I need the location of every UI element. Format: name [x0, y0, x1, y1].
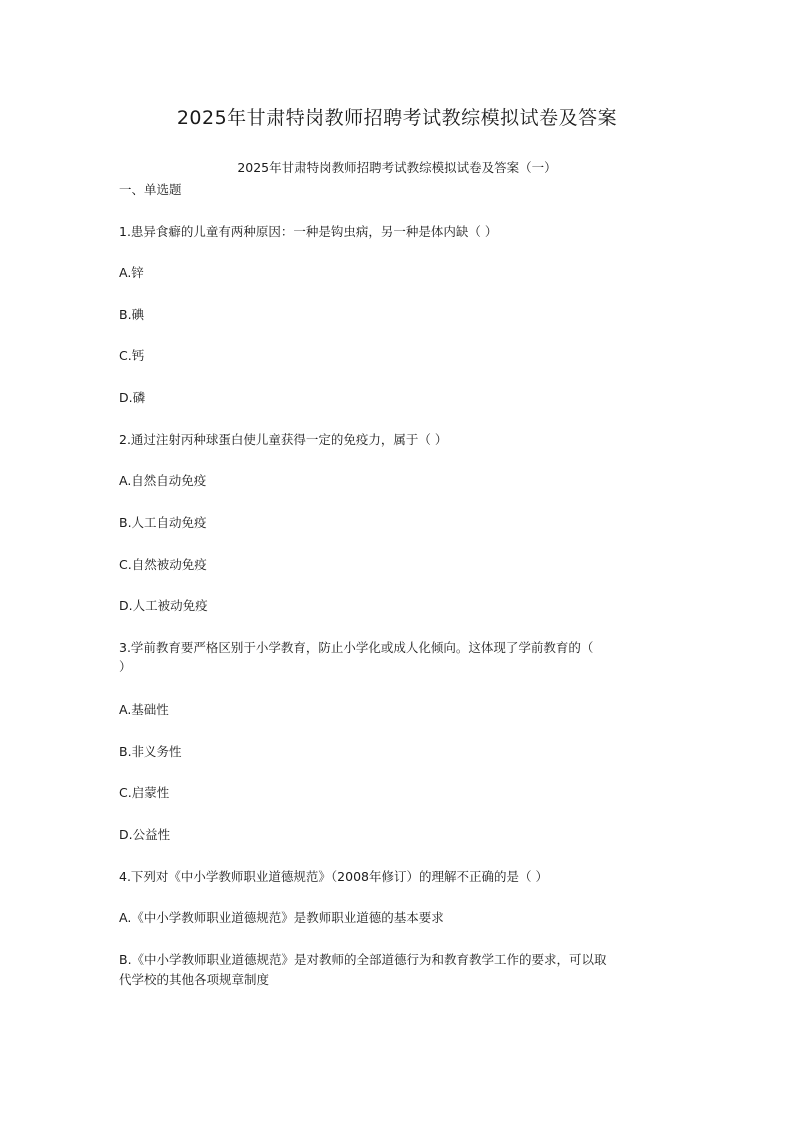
question-4-option-b-continued: 代学校的其他各项规章制度	[119, 972, 270, 987]
question-3-option-d: D.公益性	[119, 827, 171, 842]
document-subtitle: 2025年甘肃特岗教师招聘考试教综模拟试卷及答案（一）	[237, 160, 557, 175]
question-4-option-a: A.《中小学教师职业道德规范》是教师职业道德的基本要求	[119, 910, 444, 925]
question-1-option-d: D.磷	[119, 390, 146, 405]
question-1-option-a: A.锌	[119, 265, 144, 280]
question-2-option-d: D.人工被动免疫	[119, 598, 208, 613]
question-1-option-b: B.碘	[119, 307, 145, 322]
question-2-option-b: B.人工自动免疫	[119, 515, 207, 530]
question-3-option-c: C.启蒙性	[119, 785, 170, 800]
question-3-stem-continued: ）	[119, 659, 132, 674]
question-3-stem: 3.学前教育要严格区别于小学教育，防止小学化或成人化倾向。这体现了学前教育的（	[119, 640, 594, 655]
question-3-option-a: A.基础性	[119, 702, 169, 717]
question-4-stem: 4.下列对《中小学教师职业道德规范》（2008年修订）的理解不正确的是（ ）	[119, 869, 548, 884]
section-title: 一、单选题	[119, 182, 182, 197]
question-2-option-a: A.自然自动免疫	[119, 473, 207, 488]
question-2-option-c: C.自然被动免疫	[119, 557, 207, 572]
document-title: 2025年甘肃特岗教师招聘考试教综模拟试卷及答案	[176, 107, 618, 129]
question-2-stem: 2.通过注射丙种球蛋白使儿童获得一定的免疫力，属于（ ）	[119, 432, 448, 447]
question-3-option-b: B.非义务性	[119, 744, 182, 759]
question-1-option-c: C.钙	[119, 348, 145, 363]
question-4-option-b: B.《中小学教师职业道德规范》是对教师的全部道德行为和教育教学工作的要求，可以取	[119, 952, 607, 967]
question-1-stem: 1.患异食癖的儿童有两种原因：一种是钩虫病，另一种是体内缺（ ）	[119, 224, 498, 239]
